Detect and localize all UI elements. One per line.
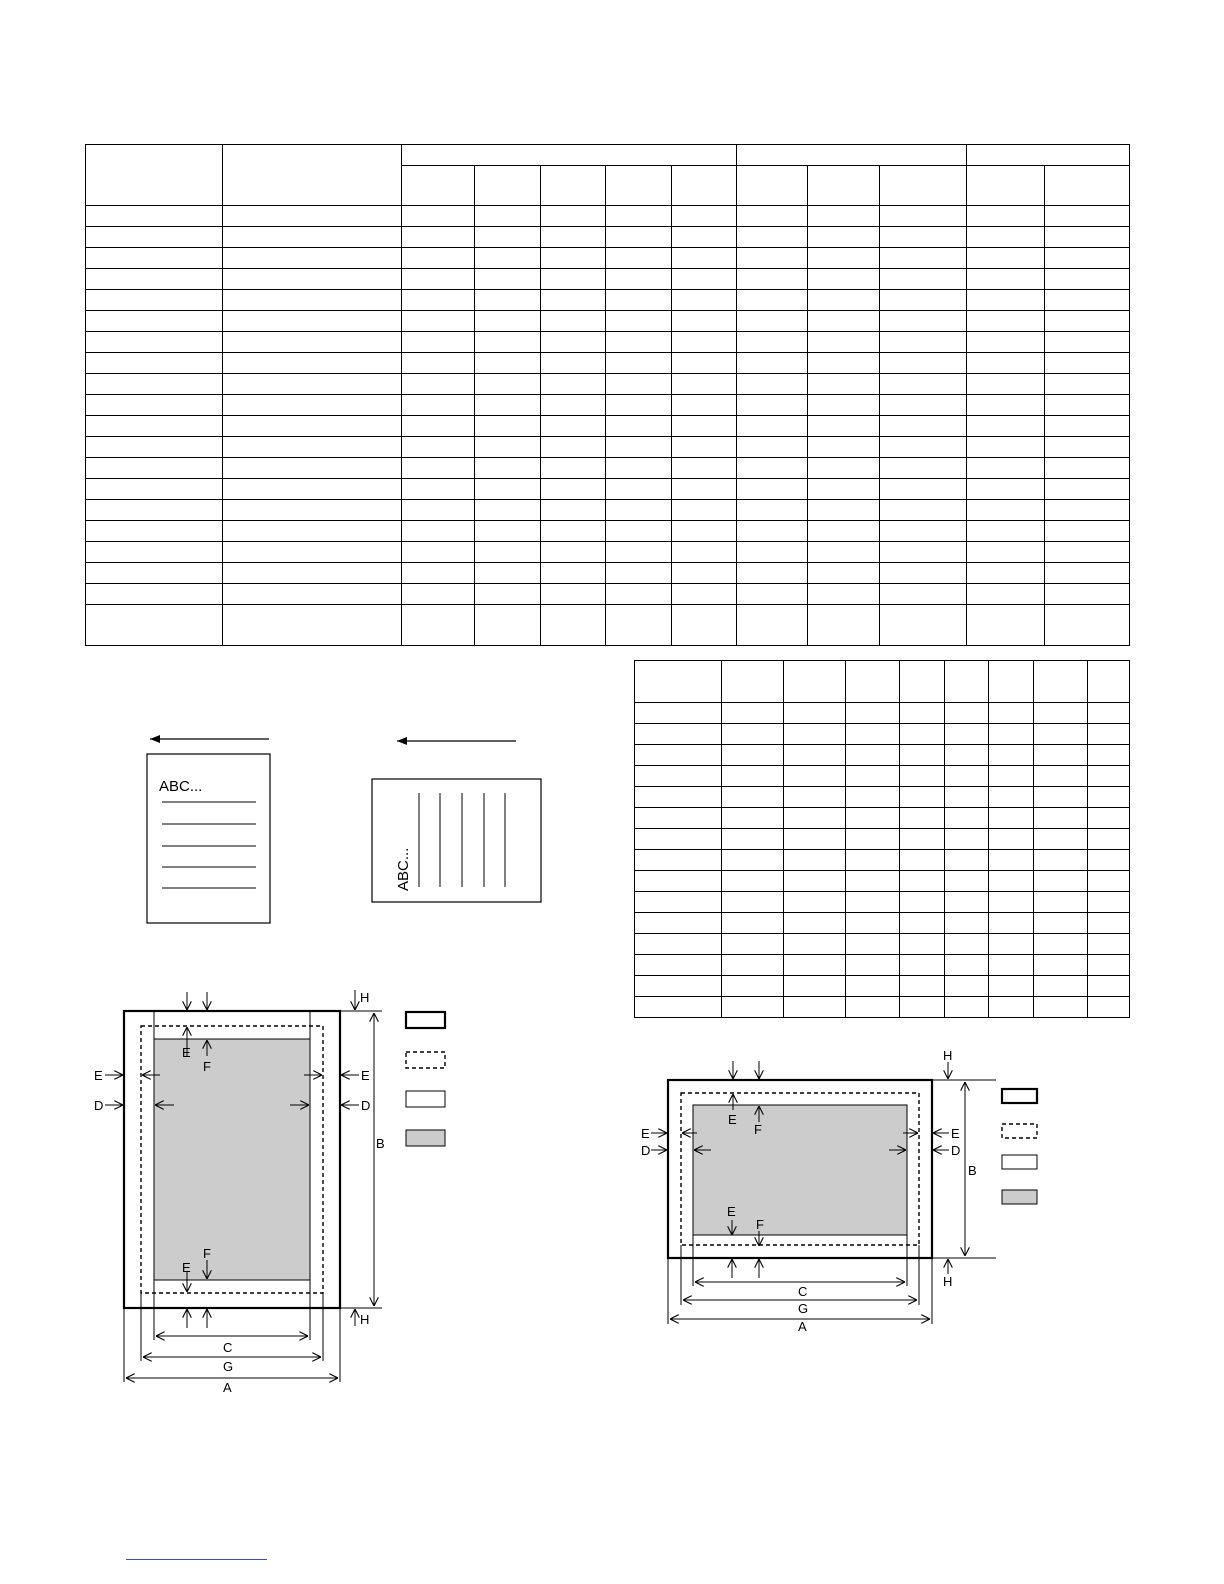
portrait-sample-text: ABC... xyxy=(159,778,203,795)
dimension-label-b: B xyxy=(968,1163,977,1178)
dimension-label-g: G xyxy=(223,1359,234,1374)
dimension-label-e: E xyxy=(182,1045,191,1060)
dimension-label-e: E xyxy=(951,1126,960,1141)
legend-swatch-margin xyxy=(406,1091,445,1107)
dimension-label-a: A xyxy=(223,1380,232,1395)
legend-swatch-paper xyxy=(1002,1089,1037,1103)
landscape-margin-diagram xyxy=(641,1048,1037,1334)
landscape-sample-text: ABC... xyxy=(395,847,412,891)
dimension-label-e: E xyxy=(727,1204,736,1219)
dimension-label-e: E xyxy=(361,1068,370,1083)
legend-swatch-image xyxy=(1002,1190,1037,1204)
dimension-label-c: C xyxy=(798,1284,808,1299)
dimension-label-e: E xyxy=(182,1260,191,1275)
legend-swatch-printable xyxy=(406,1052,445,1068)
dimension-label-d: D xyxy=(641,1143,651,1158)
dimension-label-g: G xyxy=(798,1301,809,1316)
portrait-margin-diagram xyxy=(94,990,445,1395)
portrait-feed-illustration xyxy=(147,739,270,923)
dimension-label-f: F xyxy=(203,1059,211,1074)
legend-swatch-paper xyxy=(406,1012,445,1028)
landscape-feed-illustration xyxy=(372,741,541,902)
dimension-label-h: H xyxy=(943,1048,953,1063)
dimension-label-h: H xyxy=(943,1274,953,1289)
image-area xyxy=(154,1039,310,1280)
footer-rule xyxy=(126,1559,267,1560)
dimension-label-c: C xyxy=(223,1340,233,1355)
dimension-label-f: F xyxy=(754,1122,762,1137)
dimension-label-h: H xyxy=(360,1312,370,1327)
dimension-label-e: E xyxy=(728,1112,737,1127)
dimension-label-f: F xyxy=(203,1246,211,1261)
dimension-label-e: E xyxy=(641,1126,650,1141)
legend-swatch-margin xyxy=(1002,1155,1037,1169)
dimension-label-d: D xyxy=(361,1098,371,1113)
legend-swatch-printable xyxy=(1002,1124,1037,1138)
dimension-label-f: F xyxy=(756,1217,764,1232)
dimension-label-e: E xyxy=(94,1068,103,1083)
dimension-label-d: D xyxy=(94,1098,104,1113)
image-area xyxy=(693,1105,907,1235)
dimension-label-d: D xyxy=(951,1143,961,1158)
dimension-label-a: A xyxy=(798,1319,807,1334)
legend-swatch-image xyxy=(406,1130,445,1146)
dimension-label-h: H xyxy=(360,990,370,1005)
dimension-label-b: B xyxy=(376,1136,385,1151)
